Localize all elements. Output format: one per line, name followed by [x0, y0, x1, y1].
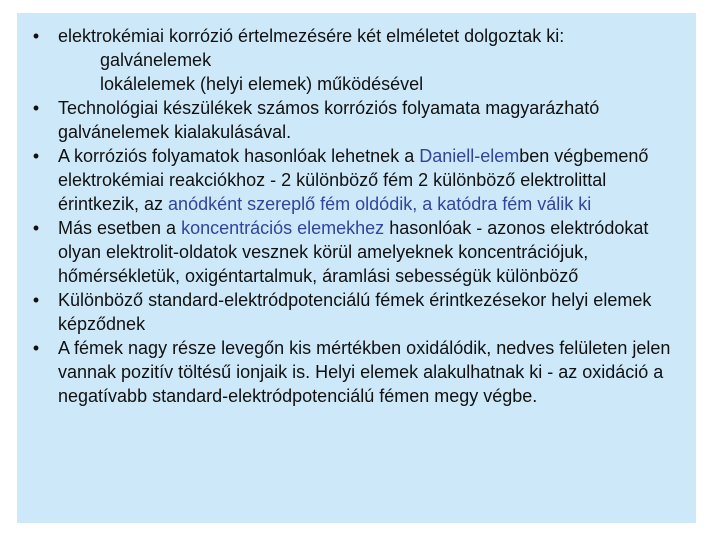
highlight-anode-cathode: anódként szereplő fém oldódik, a katódra fém válik ki [168, 194, 592, 214]
bullet-item-standard-potential [29, 288, 689, 336]
bullet-text-part: A korróziós folyamatok hasonlóak lehetnek a [58, 146, 420, 166]
bullet-item-daniell-cell [29, 144, 689, 216]
bullet-icon: • [32, 26, 40, 46]
sub-item-galvanic-cells: galvánelemek [100, 50, 212, 70]
bullet-item-theories [29, 24, 689, 96]
bullet-text-part: hasonlóak - azonos elektródokat olyan elektrolit-oldatok vesznek körül amelyeknek koncentrációjuk, hőmérsékletük, oxigéntartalmuk, áramlási sebességük különböző [58, 218, 649, 286]
bullet-text: elektrokémiai korrózió értelmezésére két elméletet dolgoztak ki: [58, 26, 565, 46]
bullet-text: Technológiai készülékek számos korróziós folyamata magyarázható galvánelemek kialakulásával. [58, 98, 600, 142]
bullet-icon: • [32, 218, 40, 238]
bullet-text-part: Más esetben a [58, 218, 182, 238]
bullet-text: Különböző standard-elektródpotenciálú fémek érintkezésekor helyi elemek képződnek [58, 290, 652, 334]
slide-content [29, 24, 689, 408]
bullet-item-oxidation [29, 336, 689, 408]
slide-background [17, 13, 696, 523]
highlight-daniell-elem: Daniell-elem [419, 146, 520, 166]
bullet-icon: • [32, 146, 40, 166]
bullet-list [29, 24, 689, 408]
sub-item-local-cells: lokálelemek (helyi elemek) működésével [100, 74, 424, 94]
bullet-item-technological-devices [29, 96, 689, 144]
highlight-concentration-cells: koncentrációs elemekhez [181, 218, 385, 238]
bullet-icon: • [32, 290, 40, 310]
bullet-icon: • [32, 98, 40, 118]
bullet-text: A fémek nagy része levegőn kis mértékben oxidálódik, nedves felületen jelen vannak pozitív töltésű ionjaik is. Helyi elemek alakulhatnak ki - az oxidáció a negatívabb standard-elektródpotenciálú fémen megy végbe. [58, 338, 671, 406]
bullet-text-part: ben végbemenő elektrokémiai reakciókhoz - 2 különböző fém 2 különböző elektrolittal érintkezik, az [58, 146, 649, 214]
bullet-icon: • [32, 338, 40, 358]
bullet-item-concentration-cells [29, 216, 689, 288]
